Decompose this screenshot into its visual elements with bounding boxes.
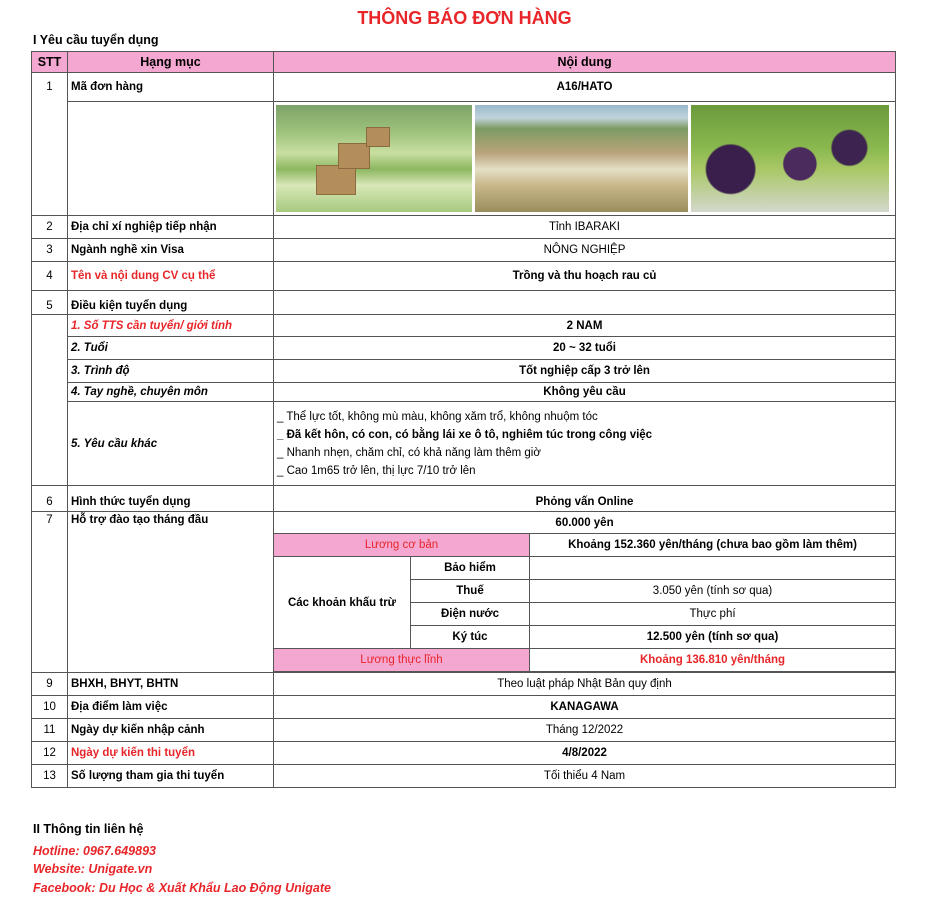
row-value: Theo luật pháp Nhật Bản quy định [274,673,896,696]
table-row [32,216,896,239]
row-label: Tên và nội dung CV cụ thể [68,262,274,291]
photo-onion-field [475,105,688,212]
table-row [32,315,896,337]
base-salary-label: Lương cơ bản [274,534,530,557]
hotline: Hotline: 0967.649893 [33,844,156,858]
row-stt: 3 [32,239,68,262]
empty-cell [68,102,274,216]
row-value: 60.000 yên [274,512,896,534]
row-stt: 4 [32,262,68,291]
base-salary-value: Khoảng 152.360 yên/tháng (chưa bao gồm làm thêm) [530,534,896,557]
row-stt: 7 [32,512,68,673]
table-row [32,291,896,315]
table-row [32,486,896,512]
row-stt: 12 [32,742,68,765]
deductions-label: Các khoản khấu trừ [274,557,411,649]
dorm-value: 12.500 yên (tính sơ qua) [530,626,896,649]
row-label: 1. Số TTS cần tuyển/ giới tính [68,315,274,337]
requirement-line: _ Đã kết hôn, có con, có bằng lái xe ô tô, nghiêm túc trong công việc [277,428,653,441]
table-row [32,73,896,102]
section-heading-contact: II Thông tin liên hệ [33,822,144,836]
row-value: Phỏng vấn Online [274,486,896,512]
row-value: Tỉnh IBARAKI [274,216,896,239]
dorm-label: Ký túc [411,626,530,649]
insurance-value [530,557,896,580]
row-label: Hỗ trợ đào tạo tháng đầu [68,512,274,673]
website: Website: Unigate.vn [33,862,153,876]
requirement-line: _ Cao 1m65 trở lên, thị lực 7/10 trở lên [277,464,476,477]
row-label: 2. Tuổi [68,337,274,360]
row-label: 5. Yêu cầu khác [68,402,274,486]
row-stt: 10 [32,696,68,719]
table-header [32,52,896,73]
requirement-line: _ Nhanh nhẹn, chăm chỉ, có khả năng làm thêm giờ [277,446,541,459]
tax-value: 3.050 yên (tính sơ qua) [530,580,896,603]
table-row [32,102,896,216]
row-value: 4/8/2022 [274,742,896,765]
table-row [32,673,896,696]
row-label: Địa chỉ xí nghiệp tiếp nhận [68,216,274,239]
empty-cell [274,291,896,315]
section-heading-requirements: I Yêu cầu tuyển dụng [33,33,159,47]
header-stt: STT [32,52,68,73]
row-label: BHXH, BHYT, BHTN [68,673,274,696]
row-value: Tốt nghiệp cấp 3 trở lên [274,360,896,383]
row-stt: 9 [32,673,68,696]
row-value: 2 NAM [274,315,896,337]
header-category: Hạng mục [68,52,274,73]
row-label: Ngành nghề xin Visa [68,239,274,262]
row-stt: 6 [32,486,68,512]
row-label: 3. Trình độ [68,360,274,383]
row-label: Ngày dự kiến thi tuyển [68,742,274,765]
row-value: Trồng và thu hoạch rau củ [274,262,896,291]
net-salary-label: Lương thực lĩnh [274,649,530,672]
row-value: Tháng 12/2022 [274,719,896,742]
header-content: Nội dung [274,52,896,73]
row-label: Ngày dự kiến nhập cảnh [68,719,274,742]
table-row [32,765,896,788]
row-value: Không yêu cầu [274,383,896,402]
row-label: Địa điểm làm việc [68,696,274,719]
row-stt: 5 [32,291,68,315]
table-row [32,239,896,262]
table-row [32,360,896,383]
insurance-label: Bảo hiểm [411,557,530,580]
table-row [32,383,896,402]
table-row [32,262,896,291]
row-stt: 2 [32,216,68,239]
net-salary-value: Khoảng 136.810 yên/tháng [530,649,896,672]
tax-label: Thuế [411,580,530,603]
photo-cabbage-field [276,105,472,212]
table-row [32,742,896,765]
row-label: Hình thức tuyển dụng [68,486,274,512]
table-row [32,696,896,719]
table-row [32,337,896,360]
table-row [32,402,896,486]
row-value: Tối thiểu 4 Nam [274,765,896,788]
order-code: A16/HATO [274,73,896,102]
row-label: 4. Tay nghề, chuyên môn [68,383,274,402]
requirement-line: _ Thể lực tốt, không mù màu, không xăm trổ, không nhuộm tóc [277,410,598,423]
row-value: NÔNG NGHIỆP [274,239,896,262]
row-label: Điều kiện tuyển dụng [68,291,274,315]
facebook: Facebook: Du Học & Xuất Khẩu Lao Động Unigate [33,881,331,895]
page-title: THÔNG BÁO ĐƠN HÀNG [357,8,572,28]
empty-cell [32,315,68,486]
row-value: 20 ~ 32 tuổi [274,337,896,360]
utility-value: Thực phí [530,603,896,626]
row-value: KANAGAWA [274,696,896,719]
row-stt: 13 [32,765,68,788]
row-stt: 1 [32,73,68,216]
table-row [32,512,896,534]
other-requirements [274,402,896,486]
order-table [31,51,896,788]
photo-cell [274,102,896,216]
photo-eggplant [691,105,889,212]
utility-label: Điện nước [411,603,530,626]
table-row [32,719,896,742]
row-stt: 11 [32,719,68,742]
row-label: Mã đơn hàng [68,73,274,102]
row-label: Số lượng tham gia thi tuyển [68,765,274,788]
